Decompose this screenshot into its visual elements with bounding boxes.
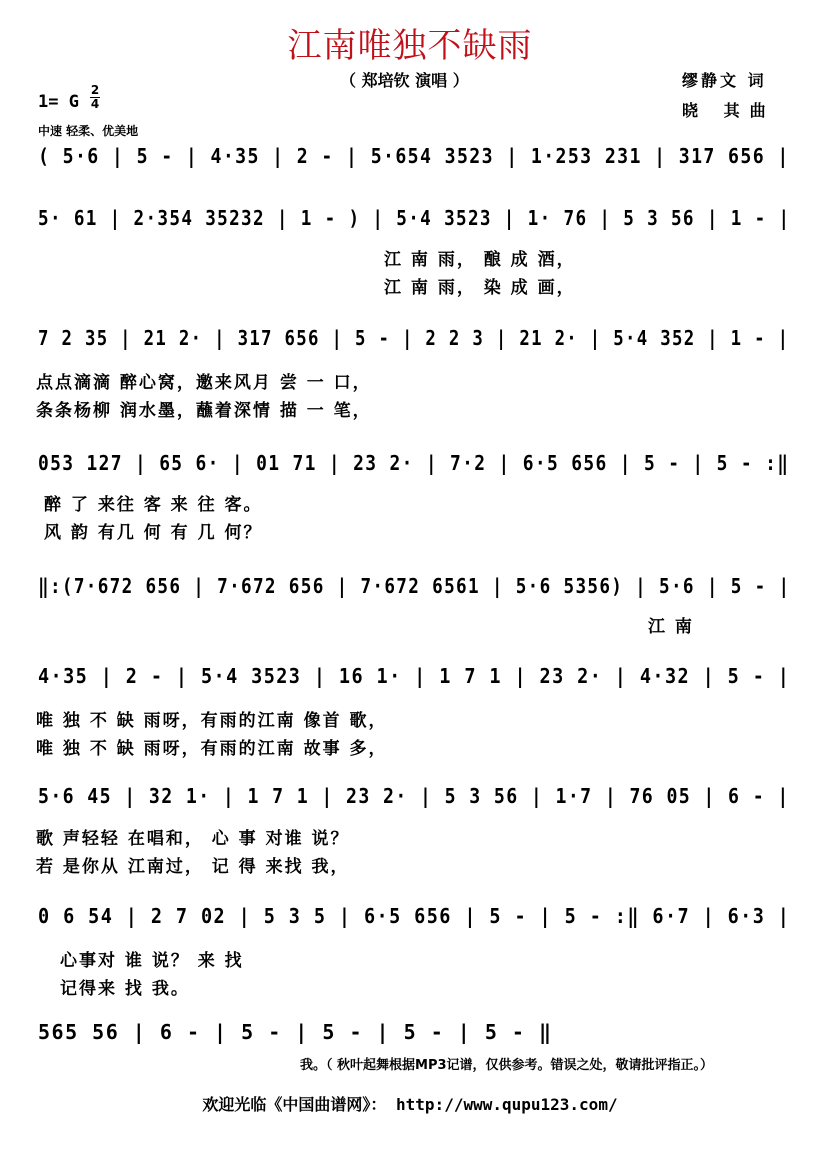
lyric-verse-2: 条条杨柳 润水墨，蘸着深情 描 一 笔，	[36, 401, 372, 421]
lyric-verse-2: 江 南 雨， 染 成 画，	[384, 278, 576, 298]
lyric-verse-1: 江 南	[648, 617, 694, 637]
lyric-verse-2: 若 是你从 江南过， 记 得 来找 我，	[36, 857, 350, 877]
staff-row-1	[0, 138, 820, 186]
composer-credit: 晓 其曲	[682, 101, 776, 120]
lyric-verse-1: 唯 独 不 缺 雨呀，有雨的江南 像首 歌，	[36, 711, 388, 731]
lyricist-credit: 缪静文 词	[682, 71, 767, 90]
notation-line: 0 6 54 | 2 7 02 | 5 3 5 | 6·5 656 | 5 - | 5 - :‖ 6·7 | 6·3 |	[38, 904, 791, 928]
staff-row-6	[0, 658, 820, 706]
notation-line: 7 2 35 | 21 2· | 317 656 | 5 - | 2 2 3 | 21 2· | 5·4 352 | 1 - |	[38, 326, 790, 350]
notation-line: ( 5·6 | 5 - | 4·35 | 2 - | 5·654 3523 | 1·253 231 | 317 656 |	[38, 144, 790, 168]
notation-line: 565 56 | 6 - | 5 - | 5 - | 5 - | 5 - ‖	[38, 1020, 553, 1044]
lyric-verse-2: 唯 独 不 缺 雨呀，有雨的江南 故事 多，	[36, 739, 388, 759]
staff-row-8	[0, 898, 820, 946]
staff-row-7	[0, 778, 820, 826]
staff-row-4	[0, 445, 820, 493]
key-signature: 1= G	[38, 92, 79, 112]
notation-line: 4·35 | 2 - | 5·4 3523 | 16 1· | 1 7 1 | 23 2· | 4·32 | 5 - |	[38, 664, 791, 688]
staff-row-5	[0, 568, 820, 616]
notation-line: ‖:(7·672 656 | 7·672 656 | 7·672 6561 | 5·6 5356) | 5·6 | 5 - |	[38, 574, 791, 598]
lyric-verse-1: 心事对 谁 说？ 来 找	[60, 951, 244, 971]
lyric-verse-1: 歌 声轻轻 在唱和， 心 事 对谁 说？	[36, 829, 350, 849]
tempo-marking: 中速 轻柔、优美地	[38, 124, 139, 138]
lyric-verse-1: 江 南 雨， 酿 成 酒，	[384, 250, 576, 270]
notation-line: 053 127 | 65 6· | 01 71 | 23 2· | 7·2 | 6·5 656 | 5 - | 5 - :‖	[38, 451, 790, 475]
lyric-verse-2: 风 韵 有几 何 有 几 何？	[44, 523, 263, 543]
site-footer: 欢迎光临《中国曲谱网》： http://www.qupu123.com/	[202, 1095, 618, 1114]
lyric-verse-1: 醉 了 来往 客 来 往 客。	[44, 495, 263, 515]
lyric-verse-1: 点点滴滴 醉心窝，邀来风月 尝 一 口，	[36, 373, 372, 393]
lyric-verse-2: 记得来 找 我。	[60, 979, 190, 999]
staff-row-2	[0, 200, 820, 248]
notation-line: 5· 61 | 2·354 35232 | 1 - ) | 5·4 3523 | 1· 76 | 5 3 56 | 1 - |	[38, 206, 791, 230]
notation-line: 5·6 45 | 32 1· | 1 7 1 | 23 2· | 5 3 56 | 1·7 | 76 05 | 6 - |	[38, 784, 790, 808]
performer-credit: （ 郑培钦 演唱 ）	[340, 71, 469, 90]
time-signature	[90, 84, 100, 111]
time-signature-bottom: 4	[90, 97, 100, 111]
transcription-footnote: 我。（ 秋叶起舞根据MP3记谱，仅供参考。错误之处，敬请批评指正。）	[300, 1058, 714, 1073]
staff-row-3	[0, 320, 820, 368]
song-title: 江南唯独不缺雨	[287, 26, 533, 66]
time-signature-top: 2	[90, 83, 100, 97]
